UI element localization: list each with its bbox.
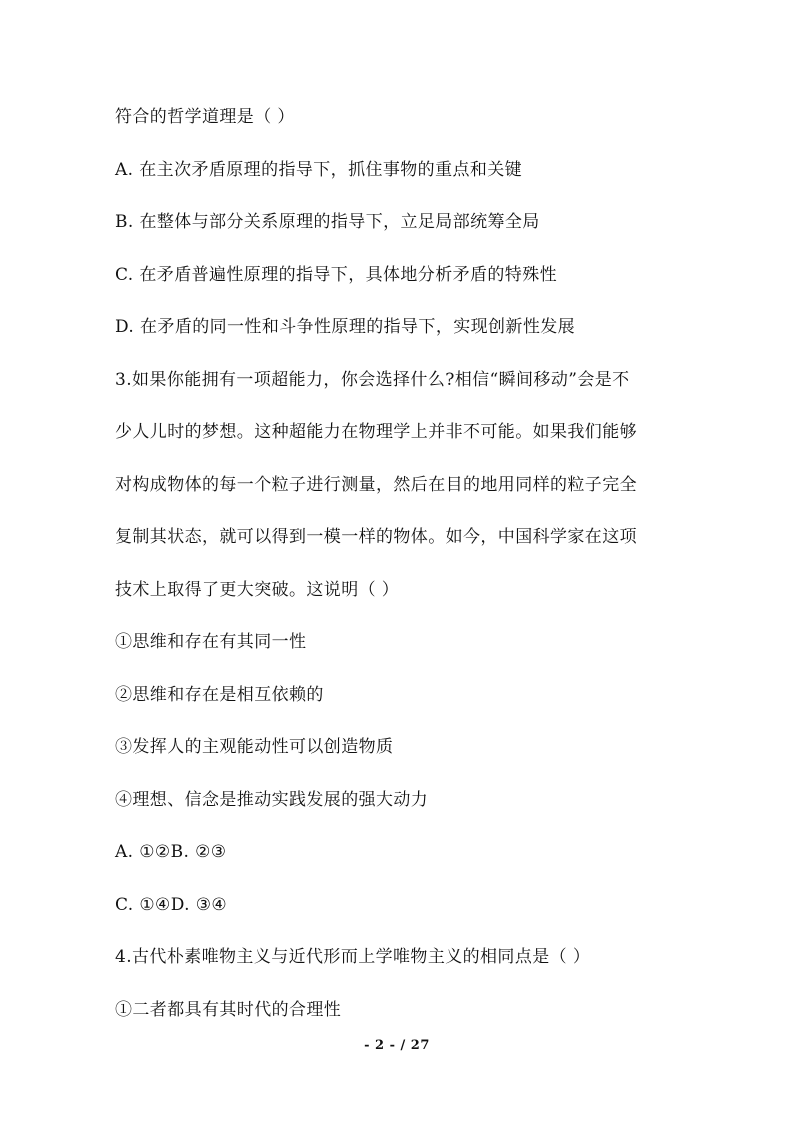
question-3-statement-4: ④理想、信念是推动实践发展的强大动力 bbox=[115, 790, 429, 810]
question-3-stem-line: 对构成物体的每一个粒子进行测量，然后在目的地用同样的粒子完全 bbox=[115, 475, 637, 495]
question-3-stem-line: 少人儿时的梦想。这种超能力在物理学上并非不可能。如果我们能够 bbox=[115, 422, 637, 442]
question-2-option-a: A. 在主次矛盾原理的指导下，抓住事物的重点和关键 bbox=[115, 160, 523, 180]
question-3-options-ab: A. ①②B. ②③ bbox=[115, 842, 227, 862]
question-2-option-b: B. 在整体与部分关系原理的指导下，立足局部统筹全局 bbox=[115, 212, 540, 232]
question-3-stem-line: 复制其状态，就可以得到一模一样的物体。如今，中国科学家在这项 bbox=[115, 527, 637, 547]
question-4-stem: 4.古代朴素唯物主义与近代形而上学唯物主义的相同点是（ ） bbox=[115, 947, 591, 967]
question-2-stem-tail: 符合的哲学道理是（ ） bbox=[115, 107, 295, 127]
question-3-stem-line: 技术上取得了更大突破。这说明（ ） bbox=[115, 580, 400, 600]
question-3-statement-3: ③发挥人的主观能动性可以创造物质 bbox=[115, 737, 394, 757]
question-2-option-d: D. 在矛盾的同一性和斗争性原理的指导下，实现创新性发展 bbox=[115, 317, 576, 337]
question-3-options-cd: C. ①④D. ③④ bbox=[115, 895, 228, 915]
question-4-statement-1: ①二者都具有其时代的合理性 bbox=[115, 1000, 342, 1020]
question-3-statement-1: ①思维和存在有其同一性 bbox=[115, 632, 307, 652]
page-number: - 2 - / 27 bbox=[364, 1038, 430, 1053]
question-3-statement-2: ②思维和存在是相互依赖的 bbox=[115, 685, 324, 705]
question-2-option-c: C. 在矛盾普遍性原理的指导下，具体地分析矛盾的特殊性 bbox=[115, 265, 558, 285]
question-3-stem-line: 3.如果你能拥有一项超能力，你会选择什么?相信“瞬间移动”会是不 bbox=[115, 370, 630, 390]
